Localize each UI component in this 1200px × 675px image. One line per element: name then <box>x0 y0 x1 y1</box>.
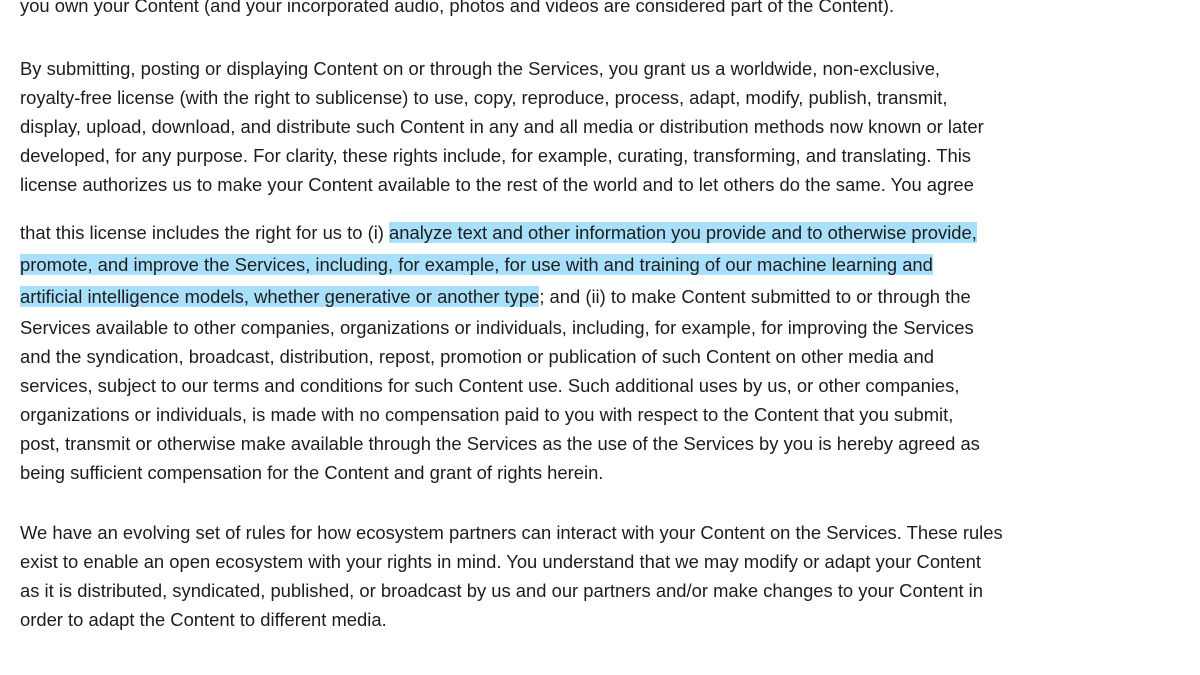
paragraph-2-line-4: order to adapt the Content to different media. <box>20 609 387 630</box>
paragraph-0-line-1: you own your Content (and your incorporated audio, photos and videos are considered part of the Content). <box>20 0 895 16</box>
paragraph-2-line-2: exist to enable an open ecosystem with your rights in mind. You understand that we may modify or adapt your Content <box>20 551 981 572</box>
paragraph-1-line-12: organizations or individuals, is made with no compensation paid to you with respect to the Content that you submit, <box>20 404 954 425</box>
highlighted-text-1[interactable]: analyze text and other information you provide and to otherwise provide, <box>389 222 977 243</box>
highlighted-text-2[interactable]: promote, and improve the Services, including, for example, for use with and training of our machine learning and <box>20 254 933 275</box>
paragraph-2-line-1: We have an evolving set of rules for how ecosystem partners can interact with your Content on the Services. These rules <box>20 522 1003 543</box>
paragraph-1-line-1: By submitting, posting or displaying Content on or through the Services, you grant us a worldwide, non-exclusive, <box>20 58 941 79</box>
highlighted-text-3[interactable]: artificial intelligence models, whether generative or another type <box>20 286 540 307</box>
paragraph-1-line-3: display, upload, download, and distribute such Content in any and all media or distribution methods now known or later <box>20 116 984 137</box>
paragraph-1-line-10: and the syndication, broadcast, distribution, repost, promotion or publication of such Content on other media and <box>20 346 934 367</box>
paragraph-1-line-8 <box>20 282 971 311</box>
line-6-plain-text: that this license includes the right for us to (i) <box>20 222 390 243</box>
line-8-plain-text: ; and (ii) to make Content submitted to or through the <box>539 286 971 307</box>
paragraph-1-line-7 <box>20 250 933 279</box>
paragraph-1-line-9: Services available to other companies, organizations or individuals, including, for example, for improving the Services <box>20 317 974 338</box>
paragraph-1-line-5: license authorizes us to make your Content available to the rest of the world and to let others do the same. You agree <box>20 174 974 195</box>
paragraph-1-line-4: developed, for any purpose. For clarity, these rights include, for example, curating, transforming, and translating. This <box>20 145 972 166</box>
paragraph-1-line-6 <box>20 218 977 247</box>
paragraph-2-line-3: as it is distributed, syndicated, published, or broadcast by us and our partners and/or make changes to your Content in <box>20 580 983 601</box>
paragraph-1-line-14: being sufficient compensation for the Content and grant of rights herein. <box>20 462 604 483</box>
paragraph-1-line-13: post, transmit or otherwise make available through the Services as the use of the Services by you is hereby agreed as <box>20 433 980 454</box>
paragraph-1-line-11: services, subject to our terms and conditions for such Content use. Such additional uses by us, or other companies, <box>20 375 960 396</box>
paragraph-1-line-2: royalty-free license (with the right to sublicense) to use, copy, reproduce, process, adapt, modify, publish, transmit, <box>20 87 948 108</box>
